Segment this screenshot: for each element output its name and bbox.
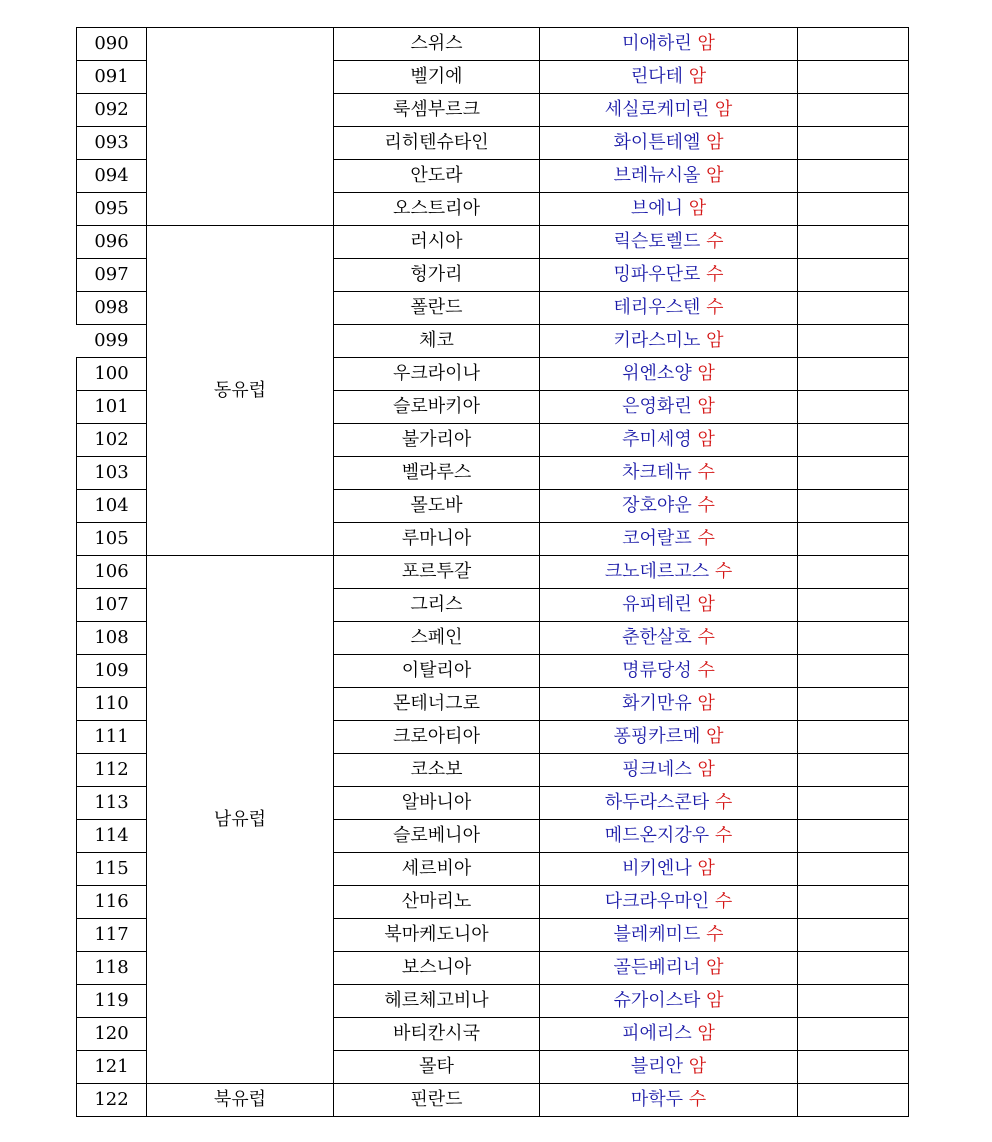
row-number-cell: 092 bbox=[77, 94, 147, 127]
row-number-cell: 118 bbox=[77, 952, 147, 985]
suffix-text: 암 bbox=[697, 858, 715, 879]
country-cell: 보스니아 bbox=[334, 952, 540, 985]
suffix-text: 암 bbox=[688, 66, 707, 87]
name-cell bbox=[540, 820, 798, 853]
country-cell: 슬로베니아 bbox=[334, 820, 540, 853]
suffix-text: 암 bbox=[706, 132, 724, 153]
suffix-text: 암 bbox=[697, 429, 715, 450]
name-text: 테리우스텐 bbox=[613, 297, 701, 318]
name-cell bbox=[540, 787, 798, 820]
country-cell: 세르비아 bbox=[334, 853, 540, 886]
name-cell bbox=[540, 688, 798, 721]
name-text: 비키엔나 bbox=[622, 858, 692, 879]
suffix-text: 암 bbox=[714, 99, 733, 120]
row-number-cell: 115 bbox=[77, 853, 147, 886]
table-row bbox=[77, 28, 909, 61]
country-cell: 코소보 bbox=[334, 754, 540, 787]
name-text: 화기만유 bbox=[622, 693, 692, 714]
suffix-text: 수 bbox=[706, 264, 724, 285]
row-number-cell: 098 bbox=[77, 292, 147, 325]
suffix-text: 수 bbox=[697, 495, 715, 516]
row-number-cell: 102 bbox=[77, 424, 147, 457]
empty-cell bbox=[798, 985, 909, 1018]
country-cell: 헤르체고비나 bbox=[334, 985, 540, 1018]
row-number-cell: 109 bbox=[77, 655, 147, 688]
row-number-cell: 094 bbox=[77, 160, 147, 193]
empty-cell bbox=[798, 589, 909, 622]
country-cell: 스위스 bbox=[334, 28, 540, 61]
country-cell: 북마케도니아 bbox=[334, 919, 540, 952]
row-number-cell: 110 bbox=[77, 688, 147, 721]
row-number-cell: 100 bbox=[77, 358, 147, 391]
name-text: 다크라우마인 bbox=[604, 891, 710, 912]
empty-cell bbox=[798, 1051, 909, 1084]
name-cell bbox=[540, 523, 798, 556]
name-text: 크노데르고스 bbox=[604, 561, 710, 582]
row-number-cell: 117 bbox=[77, 919, 147, 952]
country-cell: 핀란드 bbox=[334, 1084, 540, 1117]
name-cell bbox=[540, 952, 798, 985]
row-number-cell: 105 bbox=[77, 523, 147, 556]
empty-cell bbox=[798, 523, 909, 556]
name-text: 키라스미노 bbox=[613, 330, 701, 351]
name-text: 장호야운 bbox=[622, 495, 692, 516]
country-cell: 벨기에 bbox=[334, 61, 540, 94]
name-text: 블레케미드 bbox=[613, 924, 701, 945]
suffix-text: 암 bbox=[697, 33, 715, 54]
empty-cell bbox=[798, 94, 909, 127]
row-number-cell: 091 bbox=[77, 61, 147, 94]
row-number-cell: 114 bbox=[77, 820, 147, 853]
empty-cell bbox=[798, 721, 909, 754]
row-number-cell: 111 bbox=[77, 721, 147, 754]
name-text: 은영화린 bbox=[622, 396, 692, 417]
name-text: 슈가이스타 bbox=[613, 990, 701, 1011]
region-cell: 남유럽 bbox=[147, 556, 334, 1084]
empty-cell bbox=[798, 919, 909, 952]
name-text: 세실로케미린 bbox=[604, 99, 710, 120]
name-text: 차크테뉴 bbox=[622, 462, 692, 483]
country-cell: 슬로바키아 bbox=[334, 391, 540, 424]
suffix-text: 수 bbox=[706, 231, 724, 252]
empty-cell bbox=[798, 325, 909, 358]
name-cell bbox=[540, 94, 798, 127]
name-text: 명류당성 bbox=[622, 660, 692, 681]
row-number-cell: 103 bbox=[77, 457, 147, 490]
name-text: 화이튼테엘 bbox=[613, 132, 701, 153]
row-number-cell: 120 bbox=[77, 1018, 147, 1051]
name-cell bbox=[540, 127, 798, 160]
name-text: 미애하린 bbox=[622, 33, 692, 54]
row-number-cell: 090 bbox=[77, 28, 147, 61]
row-number-cell: 122 bbox=[77, 1084, 147, 1117]
empty-cell bbox=[798, 391, 909, 424]
name-text: 하두라스콘타 bbox=[604, 792, 710, 813]
row-number-cell: 108 bbox=[77, 622, 147, 655]
name-cell bbox=[540, 556, 798, 589]
name-cell bbox=[540, 655, 798, 688]
empty-cell bbox=[798, 853, 909, 886]
country-cell: 그리스 bbox=[334, 589, 540, 622]
row-number-cell: 101 bbox=[77, 391, 147, 424]
name-cell bbox=[540, 28, 798, 61]
row-number-cell: 113 bbox=[77, 787, 147, 820]
name-cell bbox=[540, 424, 798, 457]
country-cell: 이탈리아 bbox=[334, 655, 540, 688]
suffix-text: 수 bbox=[714, 825, 733, 846]
country-cell: 루마니아 bbox=[334, 523, 540, 556]
row-number-cell: 096 bbox=[77, 226, 147, 259]
suffix-text: 암 bbox=[706, 957, 724, 978]
empty-cell bbox=[798, 28, 909, 61]
country-cell: 룩셈부르크 bbox=[334, 94, 540, 127]
name-text: 마학두 bbox=[630, 1089, 684, 1110]
empty-cell bbox=[798, 292, 909, 325]
row-number-cell: 106 bbox=[77, 556, 147, 589]
suffix-text: 암 bbox=[697, 363, 715, 384]
empty-cell bbox=[798, 127, 909, 160]
country-cell: 스페인 bbox=[334, 622, 540, 655]
name-cell bbox=[540, 589, 798, 622]
name-text: 메드온지강우 bbox=[604, 825, 710, 846]
name-cell bbox=[540, 754, 798, 787]
empty-cell bbox=[798, 556, 909, 589]
region-cell bbox=[147, 28, 334, 226]
country-cell: 몬테너그로 bbox=[334, 688, 540, 721]
country-cell: 헝가리 bbox=[334, 259, 540, 292]
country-cell: 바티칸시국 bbox=[334, 1018, 540, 1051]
row-number-cell: 116 bbox=[77, 886, 147, 919]
country-cell: 벨라루스 bbox=[334, 457, 540, 490]
empty-cell bbox=[798, 1084, 909, 1117]
region-country-table bbox=[76, 27, 909, 1117]
suffix-text: 수 bbox=[697, 462, 715, 483]
name-cell bbox=[540, 193, 798, 226]
suffix-text: 수 bbox=[697, 627, 715, 648]
country-cell: 불가리아 bbox=[334, 424, 540, 457]
region-cell: 북유럽 bbox=[147, 1084, 334, 1117]
name-cell bbox=[540, 985, 798, 1018]
country-cell: 몰도바 bbox=[334, 490, 540, 523]
name-text: 피에리스 bbox=[622, 1023, 692, 1044]
country-cell: 리히텐슈타인 bbox=[334, 127, 540, 160]
suffix-text: 수 bbox=[697, 528, 715, 549]
row-number-cell: 099 bbox=[77, 325, 147, 358]
empty-cell bbox=[798, 424, 909, 457]
name-text: 골든베리너 bbox=[613, 957, 701, 978]
empty-cell bbox=[798, 787, 909, 820]
suffix-text: 암 bbox=[697, 759, 715, 780]
name-cell bbox=[540, 853, 798, 886]
name-cell bbox=[540, 721, 798, 754]
suffix-text: 암 bbox=[688, 1056, 707, 1077]
name-cell bbox=[540, 1084, 798, 1117]
table-row bbox=[77, 556, 909, 589]
suffix-text: 수 bbox=[714, 561, 733, 582]
empty-cell bbox=[798, 1018, 909, 1051]
row-number-cell: 093 bbox=[77, 127, 147, 160]
name-cell bbox=[540, 490, 798, 523]
row-number-cell: 104 bbox=[77, 490, 147, 523]
name-cell bbox=[540, 457, 798, 490]
suffix-text: 암 bbox=[697, 396, 715, 417]
empty-cell bbox=[798, 61, 909, 94]
country-cell: 안도라 bbox=[334, 160, 540, 193]
country-cell: 폴란드 bbox=[334, 292, 540, 325]
name-cell bbox=[540, 325, 798, 358]
empty-cell bbox=[798, 160, 909, 193]
name-text: 핑크네스 bbox=[622, 759, 692, 780]
name-cell bbox=[540, 622, 798, 655]
row-number-cell: 097 bbox=[77, 259, 147, 292]
country-cell: 알바니아 bbox=[334, 787, 540, 820]
name-text: 코어랄프 bbox=[622, 528, 692, 549]
suffix-text: 암 bbox=[697, 693, 715, 714]
empty-cell bbox=[798, 259, 909, 292]
row-number-cell: 121 bbox=[77, 1051, 147, 1084]
suffix-text: 수 bbox=[688, 1089, 707, 1110]
row-number-cell: 112 bbox=[77, 754, 147, 787]
empty-cell bbox=[798, 358, 909, 391]
table-row bbox=[77, 1084, 909, 1117]
name-text: 밍파우단로 bbox=[613, 264, 701, 285]
name-text: 릭슨토렐드 bbox=[613, 231, 701, 252]
name-cell bbox=[540, 358, 798, 391]
country-cell: 포르투갈 bbox=[334, 556, 540, 589]
name-text: 위엔소양 bbox=[622, 363, 692, 384]
suffix-text: 수 bbox=[706, 297, 724, 318]
empty-cell bbox=[798, 655, 909, 688]
name-text: 브레뉴시올 bbox=[613, 165, 701, 186]
name-cell bbox=[540, 391, 798, 424]
suffix-text: 암 bbox=[706, 165, 724, 186]
country-cell: 산마리노 bbox=[334, 886, 540, 919]
row-number-cell: 095 bbox=[77, 193, 147, 226]
country-cell: 체코 bbox=[334, 325, 540, 358]
empty-cell bbox=[798, 820, 909, 853]
region-cell: 동유럽 bbox=[147, 226, 334, 556]
row-number-cell: 107 bbox=[77, 589, 147, 622]
empty-cell bbox=[798, 688, 909, 721]
name-text: 린다테 bbox=[630, 66, 684, 87]
table-row bbox=[77, 226, 909, 259]
suffix-text: 암 bbox=[706, 726, 724, 747]
suffix-text: 암 bbox=[706, 330, 724, 351]
suffix-text: 수 bbox=[714, 891, 733, 912]
row-number-cell: 119 bbox=[77, 985, 147, 1018]
suffix-text: 수 bbox=[714, 792, 733, 813]
country-cell: 오스트리아 bbox=[334, 193, 540, 226]
suffix-text: 암 bbox=[697, 594, 715, 615]
empty-cell bbox=[798, 490, 909, 523]
empty-cell bbox=[798, 457, 909, 490]
country-cell: 몰타 bbox=[334, 1051, 540, 1084]
name-cell bbox=[540, 61, 798, 94]
name-cell bbox=[540, 886, 798, 919]
country-cell: 우크라이나 bbox=[334, 358, 540, 391]
suffix-text: 암 bbox=[688, 198, 707, 219]
name-cell bbox=[540, 292, 798, 325]
name-text: 춘한살호 bbox=[622, 627, 692, 648]
name-cell bbox=[540, 259, 798, 292]
name-text: 유피테린 bbox=[622, 594, 692, 615]
empty-cell bbox=[798, 622, 909, 655]
suffix-text: 수 bbox=[706, 924, 724, 945]
name-cell bbox=[540, 226, 798, 259]
name-cell bbox=[540, 1051, 798, 1084]
name-text: 퐁핑카르메 bbox=[613, 726, 701, 747]
empty-cell bbox=[798, 193, 909, 226]
empty-cell bbox=[798, 886, 909, 919]
name-text: 브에니 bbox=[630, 198, 684, 219]
name-cell bbox=[540, 919, 798, 952]
empty-cell bbox=[798, 226, 909, 259]
name-text: 블리안 bbox=[630, 1056, 684, 1077]
name-text: 추미세영 bbox=[622, 429, 692, 450]
empty-cell bbox=[798, 952, 909, 985]
suffix-text: 암 bbox=[697, 1023, 715, 1044]
suffix-text: 수 bbox=[697, 660, 715, 681]
empty-cell bbox=[798, 754, 909, 787]
suffix-text: 암 bbox=[706, 990, 724, 1011]
table-body bbox=[77, 28, 909, 1117]
country-cell: 러시아 bbox=[334, 226, 540, 259]
country-cell: 크로아티아 bbox=[334, 721, 540, 754]
name-cell bbox=[540, 1018, 798, 1051]
name-cell bbox=[540, 160, 798, 193]
